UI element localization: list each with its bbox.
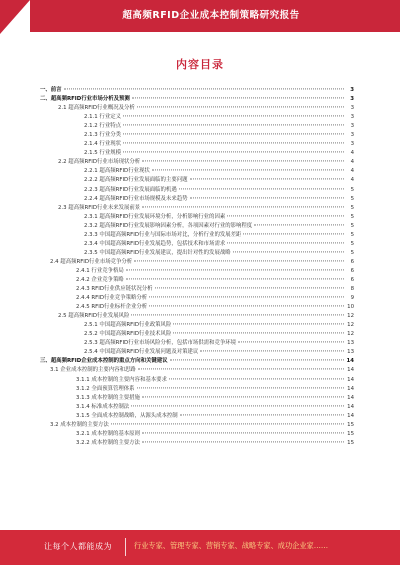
toc-entry-title: 2.3.1 超高频RFID行业发展环境分析，分析影响行业的因素 xyxy=(84,213,226,220)
toc-entry-title: 3.2 成本控制的主要方法 xyxy=(50,421,109,428)
toc-entry-page: 12 xyxy=(347,313,354,320)
toc-entry-page: 3 xyxy=(350,87,354,93)
toc-entry-page: 6 xyxy=(350,267,354,274)
toc-entry[interactable] xyxy=(36,412,354,421)
toc-entry-title: 2.5.3 超高频RFID行业市场风险分析，包括市场供需和竞争环境 xyxy=(84,340,237,347)
toc-leader-dots xyxy=(142,161,344,162)
toc-entry-title: 3.2.1 成本控制的基本原则 xyxy=(76,430,140,437)
toc-entry-title: 2.3.2 超高频RFID行业发展影响因素分析，各项因素对行业的影响程度 xyxy=(84,222,253,229)
toc-entry[interactable] xyxy=(36,294,354,303)
toc-entry[interactable] xyxy=(36,167,354,176)
toc-leader-dots xyxy=(180,414,344,415)
toc-entry[interactable] xyxy=(36,222,354,231)
toc-leader-dots xyxy=(123,116,344,117)
toc-entry-page: 14 xyxy=(347,394,354,401)
toc-entry[interactable] xyxy=(36,131,354,140)
page-header xyxy=(0,0,400,34)
toc-entry-title: 3.1 企业成本控制的主要内容和思路 xyxy=(50,367,136,374)
toc-leader-dots xyxy=(155,287,344,288)
toc-entry-title: 2.2.2 超高频RFID行业发展面临的主要问题 xyxy=(84,177,188,184)
toc-entry-page: 5 xyxy=(350,213,354,220)
toc-entry-title: 2.2.1 超高频RFID行业现状 xyxy=(84,168,150,175)
toc-entry-page: 4 xyxy=(350,159,354,166)
toc-leader-dots xyxy=(233,251,344,252)
toc-entry-title: 2.4.4 RFID行业竞争策略分析 xyxy=(76,295,148,302)
toc-entry-page: 4 xyxy=(350,168,354,175)
toc-entry-title: 2.4.5 RFID行业标杆企业分析 xyxy=(76,304,148,311)
toc-leader-dots xyxy=(169,378,344,379)
toc-entry-page: 6 xyxy=(350,258,354,265)
toc-leader-dots xyxy=(190,197,345,198)
toc-entry-page: 13 xyxy=(347,340,354,347)
toc-entry-page: 3 xyxy=(350,96,354,103)
toc-entry[interactable] xyxy=(36,140,354,149)
toc-entry[interactable] xyxy=(36,366,354,375)
toc-entry-page: 5 xyxy=(350,222,354,229)
toc-entry-title: 三、超高频RFID企业成本控制的重点方向和关键建议 xyxy=(40,358,168,365)
toc-entry-page: 5 xyxy=(350,249,354,256)
toc-entry-title: 二、超高频RFID行业市场分析及预测 xyxy=(40,96,130,103)
toc-entry[interactable] xyxy=(36,176,354,185)
toc-entry[interactable] xyxy=(36,285,354,294)
toc-entry[interactable] xyxy=(36,403,354,412)
toc-entry-page: 14 xyxy=(347,403,354,410)
toc-leader-dots xyxy=(149,296,344,297)
toc-entry[interactable] xyxy=(36,104,354,113)
toc-entry-title: 3.1.3 成本控制的主要措施 xyxy=(76,394,140,401)
toc-leader-dots xyxy=(190,179,345,180)
toc-entry[interactable] xyxy=(36,95,354,104)
toc-leader-dots xyxy=(138,369,344,370)
toc-entry-title: 2.5.2 中国超高频RFID行业技术风险 xyxy=(84,331,172,338)
toc-entry-title: 2.1.3 行业分类 xyxy=(84,132,121,139)
toc-entry-title: 2.3.3 中国超高频RFID行业与国际市场对比，分析行业的发展差距 xyxy=(84,231,242,238)
toc-entry-page: 14 xyxy=(347,376,354,383)
toc-entry-page: 14 xyxy=(347,367,354,374)
toc-entry-page: 14 xyxy=(347,412,354,419)
toc-entry[interactable] xyxy=(36,213,354,222)
toc-leader-dots xyxy=(137,387,344,388)
toc-entry-page: 5 xyxy=(350,195,354,202)
toc-leader-dots xyxy=(123,134,344,135)
toc-entry[interactable] xyxy=(36,430,354,439)
toc-entry-title: 2.2 超高频RFID行业市场现状分析 xyxy=(58,159,141,166)
toc-entry-title: 2.2.4 超高频RFID行业市场规模及未来趋势 xyxy=(84,195,188,202)
toc-entry-title: 2.5.1 中国超高频RFID行业政策风险 xyxy=(84,322,172,329)
toc-leader-dots xyxy=(149,306,344,307)
toc-leader-dots xyxy=(173,333,344,334)
toc-entry-page: 3 xyxy=(350,105,354,112)
toc-entry[interactable] xyxy=(36,113,354,122)
toc-leader-dots xyxy=(142,432,344,433)
toc-leader-dots xyxy=(227,215,344,216)
toc-leader-dots xyxy=(238,342,344,343)
toc-entry-title: 2.5 超高频RFID行业发展风险 xyxy=(58,313,130,320)
toc-entry-title: 一、前言 xyxy=(40,87,62,93)
toc-entry-page: 4 xyxy=(350,150,354,157)
toc-entry[interactable] xyxy=(36,195,354,204)
toc-entry[interactable] xyxy=(36,303,354,312)
toc-entry-title: 2.4 超高频RFID行业市场竞争分析 xyxy=(50,258,133,265)
toc-entry[interactable] xyxy=(36,357,354,366)
toc-entry[interactable] xyxy=(36,267,354,276)
toc-entry-title: 3.2.2 成本控制的主要方法 xyxy=(76,439,140,446)
toc-leader-dots xyxy=(173,324,344,325)
toc-entry-title: 2.1.1 行业定义 xyxy=(84,114,121,121)
toc-leader-dots xyxy=(200,351,344,352)
toc-entry-page: 9 xyxy=(350,295,354,302)
toc-entry[interactable] xyxy=(36,86,354,95)
toc-entry[interactable] xyxy=(36,276,354,285)
toc-entry-page: 15 xyxy=(347,439,354,446)
toc-entry-title: 2.1.5 行业规模 xyxy=(84,150,121,157)
toc-entry[interactable] xyxy=(36,249,354,258)
table-of-contents xyxy=(36,86,354,448)
report-title: 超高频RFID企业成本控制策略研究报告 xyxy=(122,10,300,21)
toc-entry[interactable] xyxy=(36,330,354,339)
toc-leader-dots xyxy=(123,143,344,144)
toc-entry-page: 15 xyxy=(347,421,354,428)
toc-entry-page: 15 xyxy=(347,430,354,437)
toc-entry-page: 3 xyxy=(350,132,354,139)
toc-leader-dots xyxy=(227,242,344,243)
toc-entry[interactable] xyxy=(36,186,354,195)
toc-entry-title: 3.1.1 成本控制的主要内容和基本要求 xyxy=(76,376,167,383)
footer-divider xyxy=(125,538,126,556)
toc-leader-dots xyxy=(126,278,344,279)
footer-slogan-left: 让每个人都能成为 xyxy=(44,542,112,551)
toc-entry-title: 2.3.4 中国超高频RFID行业发展趋势，包括技术和市场需求 xyxy=(84,240,226,247)
toc-entry-page: 12 xyxy=(347,322,354,329)
toc-entry-page: 14 xyxy=(347,385,354,392)
toc-leader-dots xyxy=(179,188,344,189)
toc-leader-dots xyxy=(126,269,344,270)
toc-entry[interactable] xyxy=(36,149,354,158)
toc-entry[interactable] xyxy=(36,385,354,394)
toc-entry-title: 2.4.3 RFID行业供应链状况分析 xyxy=(76,286,153,293)
toc-leader-dots xyxy=(64,88,344,89)
toc-entry-title: 3.1.4 标准成本控制法 xyxy=(76,403,130,410)
footer-slogan-right: 行业专家、管理专家、营销专家、战略专家、成功企业家…… xyxy=(134,541,329,550)
toc-entry[interactable] xyxy=(36,204,354,213)
toc-leader-dots xyxy=(111,423,344,424)
toc-leader-dots xyxy=(142,441,344,442)
toc-heading: 内容目录 xyxy=(176,58,224,71)
toc-entry[interactable] xyxy=(36,258,354,267)
toc-entry[interactable] xyxy=(36,321,354,330)
toc-entry-page: 10 xyxy=(347,304,354,311)
toc-entry-page: 6 xyxy=(350,276,354,283)
toc-leader-dots xyxy=(243,233,344,234)
toc-entry-page: 3 xyxy=(350,123,354,130)
toc-leader-dots xyxy=(134,260,344,261)
toc-entry[interactable] xyxy=(36,439,354,448)
toc-entry-title: 2.2.3 超高频RFID行业发展面临的机遇 xyxy=(84,186,177,193)
toc-entry-page: 3 xyxy=(350,114,354,121)
toc-entry[interactable] xyxy=(36,376,354,385)
toc-entry-title: 3.1.2 全面预算管理体系 xyxy=(76,385,135,392)
toc-leader-dots xyxy=(142,396,344,397)
toc-entry-page: 4 xyxy=(350,177,354,184)
toc-leader-dots xyxy=(123,125,344,126)
header-corner-accent xyxy=(0,0,30,34)
page-footer xyxy=(0,530,400,565)
toc-leader-dots xyxy=(170,360,344,361)
toc-leader-dots xyxy=(254,224,344,225)
toc-entry-title: 2.4.2 企业竞争策略 xyxy=(76,276,124,283)
toc-entry-page: 5 xyxy=(350,231,354,238)
toc-entry[interactable] xyxy=(36,394,354,403)
toc-entry[interactable] xyxy=(36,240,354,249)
toc-entry[interactable] xyxy=(36,312,354,321)
toc-entry[interactable] xyxy=(36,158,354,167)
toc-leader-dots xyxy=(131,315,344,316)
toc-entry[interactable] xyxy=(36,122,354,131)
toc-leader-dots xyxy=(137,106,344,107)
toc-entry-title: 2.1 超高频RFID行业概况及分析 xyxy=(58,105,135,112)
toc-entry-page: 8 xyxy=(350,286,354,293)
toc-entry[interactable] xyxy=(36,231,354,240)
toc-entry[interactable] xyxy=(36,348,354,357)
toc-entry-title: 2.1.2 行业特点 xyxy=(84,123,121,130)
toc-entry-page: 13 xyxy=(347,349,354,356)
toc-entry-title: 2.3.5 中国超高频RFID行业发展建议，提出针对性的发展战略 xyxy=(84,249,231,256)
toc-leader-dots xyxy=(123,152,344,153)
toc-entry-title: 2.4.1 行业竞争格局 xyxy=(76,267,124,274)
toc-leader-dots xyxy=(132,97,344,98)
toc-entry-page: 12 xyxy=(347,331,354,338)
toc-entry[interactable] xyxy=(36,339,354,348)
toc-entry-title: 3.1.5 全面成本控制战略，从源头成本控制 xyxy=(76,412,178,419)
toc-entry-title: 2.1.4 行业现状 xyxy=(84,141,121,148)
toc-entry-title: 2.5.4 中国超高频RFID行业发展问题及对策建议 xyxy=(84,349,199,356)
toc-leader-dots xyxy=(142,206,344,207)
toc-leader-dots xyxy=(152,170,344,171)
toc-entry-page: 14 xyxy=(346,358,354,365)
toc-entry[interactable] xyxy=(36,421,354,430)
toc-entry-page: 5 xyxy=(350,186,354,193)
toc-leader-dots xyxy=(131,405,344,406)
toc-entry-page: 5 xyxy=(350,204,354,211)
toc-entry-title: 2.3 超高频RFID行业未来发展前景 xyxy=(58,204,141,211)
toc-entry-page: 5 xyxy=(350,240,354,247)
toc-entry-page: 3 xyxy=(350,141,354,148)
